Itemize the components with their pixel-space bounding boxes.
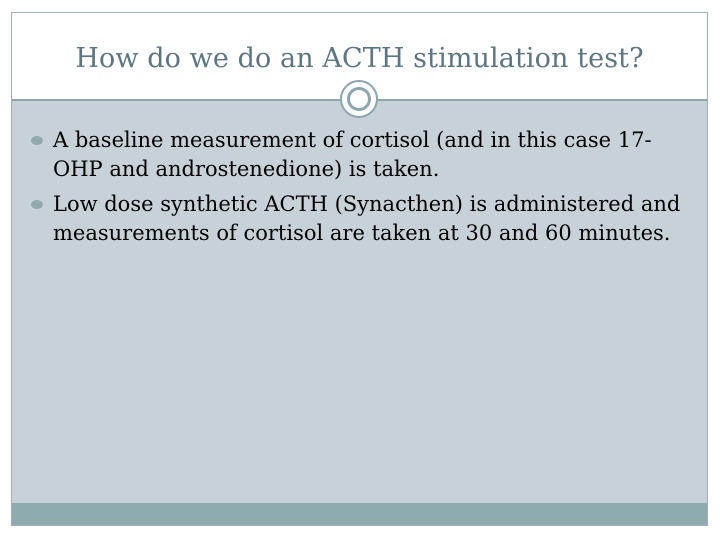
bullet-text: Low dose synthetic ACTH (Synacthen) is administered and measurements of cortisol are taken at 30 and 60 minutes. xyxy=(53,192,681,245)
footer-bar xyxy=(12,503,707,525)
circle-ornament-icon xyxy=(340,80,378,118)
bullet-dot-icon xyxy=(31,136,43,145)
slide-title: How do we do an ACTH stimulation test? xyxy=(75,43,644,74)
circle-ornament-inner xyxy=(347,87,371,111)
bullet-text: A baseline measurement of cortisol (and in this case 17-OHP and androstenedione) is taken. xyxy=(53,128,652,181)
bullet-list xyxy=(28,126,698,254)
bullet-item xyxy=(28,190,698,248)
bullet-item xyxy=(28,126,698,184)
bullet-dot-icon xyxy=(31,200,43,209)
